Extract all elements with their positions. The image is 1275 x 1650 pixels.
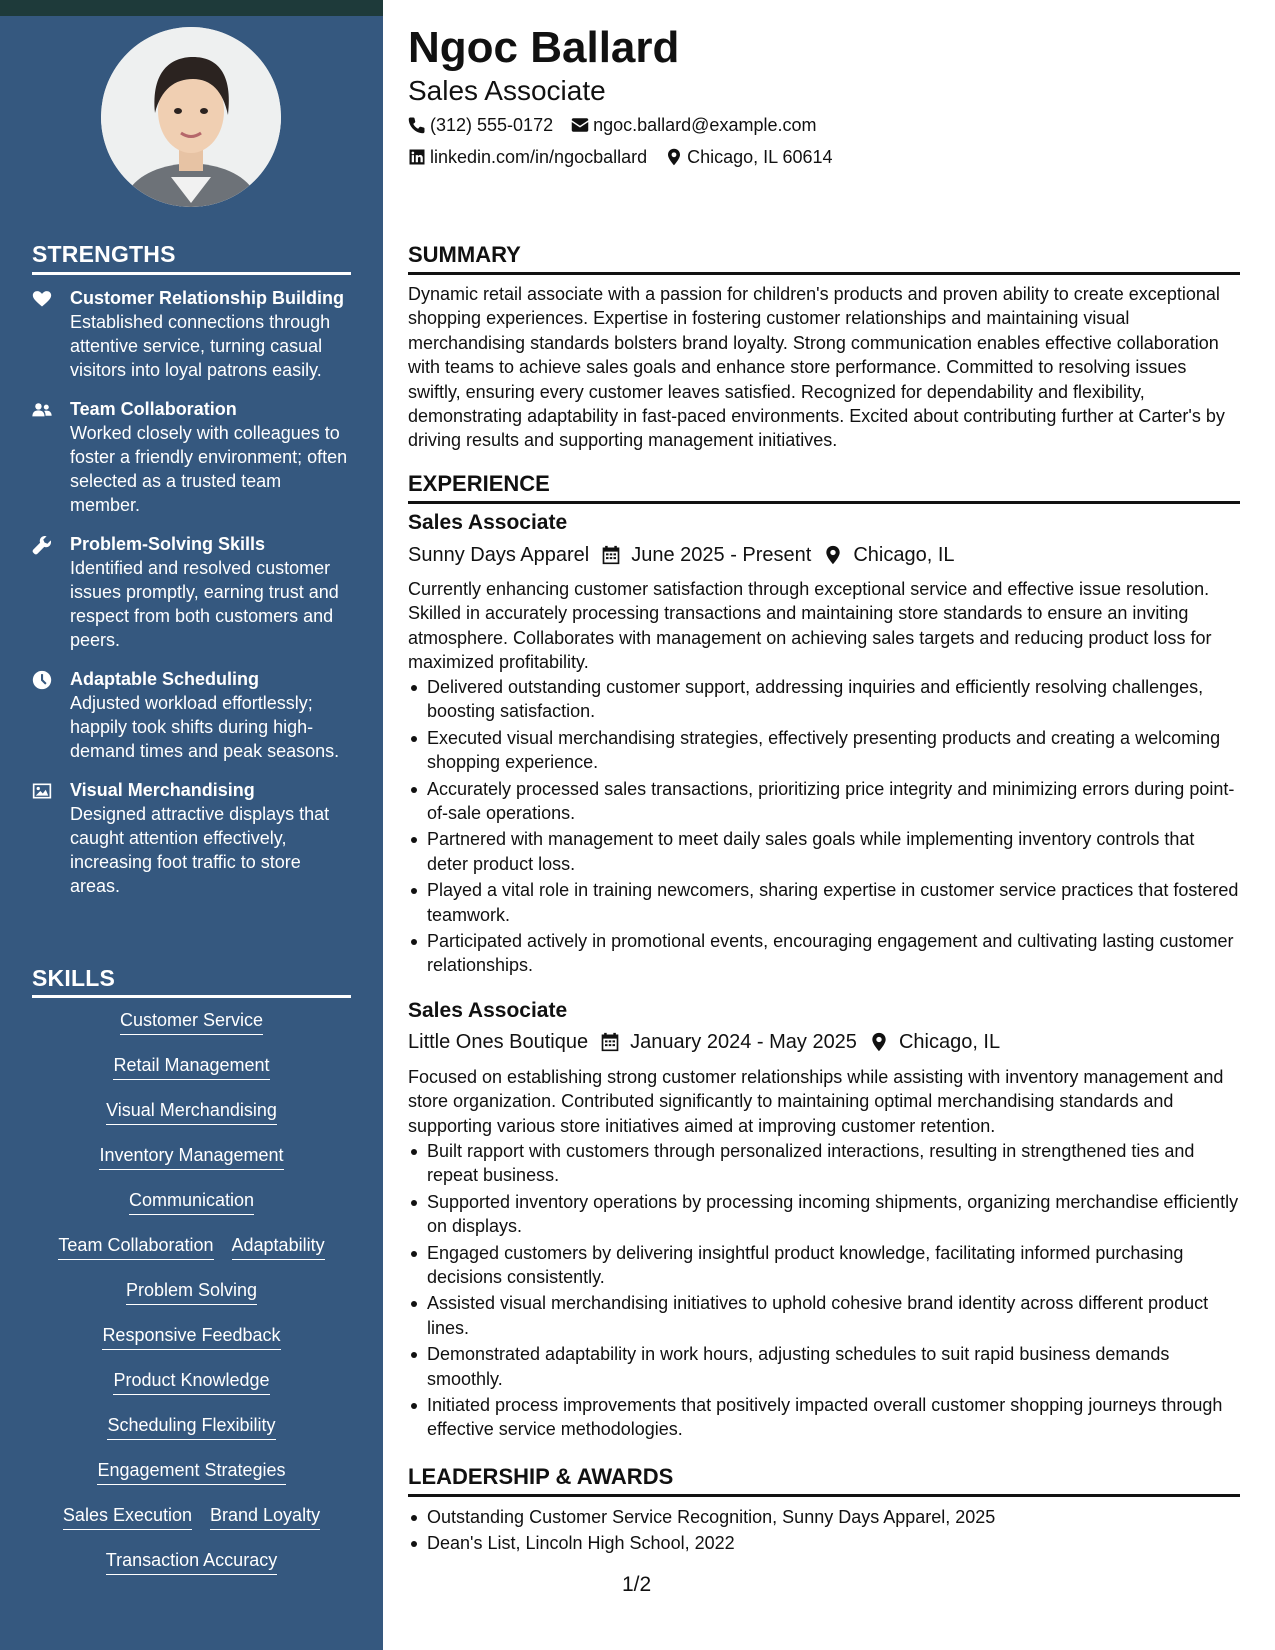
awards-title: LEADERSHIP & AWARDS — [408, 1464, 674, 1489]
location-contact — [665, 145, 832, 169]
skill-tag: Problem Solving — [126, 1278, 257, 1305]
job-bullet: Accurately processed sales transactions, prioritizing price integrity and minimizing errors during point-of-sale operations. — [408, 777, 1240, 826]
calendar-icon — [600, 1032, 620, 1052]
email-contact — [571, 113, 816, 137]
job-description: Focused on establishing strong customer relationships while assisting with inventory management and store organization. Contributed significantly to maintaining optimal merchandising standards and supporting various store initiatives aimed at improving customer retention. — [408, 1067, 1224, 1136]
location-text: Chicago, IL 60614 — [687, 147, 833, 167]
skill-tag: Inventory Management — [99, 1143, 283, 1170]
skill-tag: Visual Merchandising — [106, 1098, 277, 1125]
job-role: Sales Associate — [408, 511, 568, 534]
award-item: Outstanding Customer Service Recognition, Sunny Days Apparel, 2025 — [408, 1505, 1240, 1529]
job-meta — [408, 1029, 1000, 1055]
job-bullet: Assisted visual merchandising initiatives to uphold cohesive brand identity across different product lines. — [408, 1291, 1240, 1340]
job-bullets — [408, 1139, 1240, 1444]
strength-item — [32, 532, 354, 652]
strength-item — [32, 778, 354, 898]
strength-item — [32, 667, 354, 763]
strength-title: Team Collaboration — [70, 399, 237, 419]
strength-item — [32, 397, 354, 517]
skill-tag: Communication — [129, 1188, 254, 1215]
job-bullet: Supported inventory operations by processing incoming shipments, organizing merchandise efficiently on displays. — [408, 1190, 1240, 1239]
email-text: ngoc.ballard@example.com — [593, 115, 817, 135]
map-pin-icon — [869, 1032, 889, 1052]
skill-tag: Engagement Strategies — [97, 1458, 285, 1485]
job-bullet: Participated actively in promotional events, encouraging engagement and cultivating lasting customer relationships. — [408, 929, 1240, 978]
heart-icon — [32, 286, 70, 382]
job-company: Sunny Days Apparel — [408, 544, 590, 566]
job-bullet: Delivered outstanding customer support, addressing inquiries and efficiently resolving challenges, boosting satisfaction. — [408, 675, 1240, 724]
job-dates: January 2024 - May 2025 — [630, 1031, 857, 1053]
skills-list — [32, 1008, 351, 1593]
calendar-icon — [601, 545, 621, 565]
strength-description: Adjusted workload effortlessly; happily took shifts during high-demand times and peak seasons. — [70, 693, 340, 761]
sidebar-top-bar — [0, 0, 383, 16]
strength-title: Visual Merchandising — [70, 780, 255, 800]
envelope-icon — [571, 116, 589, 134]
map-pin-icon — [823, 545, 843, 565]
map-pin-icon — [665, 148, 683, 166]
skill-tag: Customer Service — [120, 1008, 263, 1035]
job-meta — [408, 542, 955, 568]
job-role: Sales Associate — [408, 999, 568, 1022]
job-bullet: Initiated process improvements that positively impacted overall customer shopping journeys through effective service methodologies. — [408, 1393, 1240, 1442]
job-location: Chicago, IL — [853, 544, 955, 566]
experience-rule — [408, 501, 1240, 504]
page-number: 1/2 — [622, 1573, 652, 1596]
summary-text: Dynamic retail associate with a passion for children's products and proven ability to create exceptional shopping experiences. Expertise in fostering customer relationships and maintaining visual merchandising standards bolsters brand loyalty. Strong communication enables effective collaboration with teams to achieve sales goals and enhance store performance. Committed to resolving issues swiftly, ensuring every customer leaves satisfied. Recognized for dependability and flexibility, demonstrating adaptability in fast-paced environments. Excited about contributing further at Carter's by driving results and supporting management initiatives. — [408, 284, 1225, 451]
contact-row-1 — [408, 113, 816, 137]
job-bullet: Built rapport with customers through personalized interactions, resulting in strengthened ties and repeat business. — [408, 1139, 1240, 1188]
awards-list — [408, 1505, 1240, 1558]
image-icon — [32, 778, 70, 898]
skills-rule — [32, 995, 351, 998]
linkedin-contact — [408, 145, 647, 169]
job-bullet: Engaged customers by delivering insightful product knowledge, facilitating informed purchasing decisions consistently. — [408, 1241, 1240, 1290]
job-bullet: Demonstrated adaptability in work hours, adjusting schedules to suit rapid business demands smoothly. — [408, 1342, 1240, 1391]
job-company: Little Ones Boutique — [408, 1031, 589, 1053]
avatar — [101, 27, 281, 207]
contact-row-2 — [408, 145, 833, 169]
skill-tag: Retail Management — [113, 1053, 269, 1080]
job-bullets — [408, 675, 1240, 980]
job-description: Currently enhancing customer satisfaction through exceptional service and effective issue resolution. Skilled in accurately processing transactions and maintaining store standards to ensure an inviting atmosphere. Collaborates with management on achieving sales targets and reducing product loss for maximized profitability. — [408, 579, 1212, 673]
job-bullet: Played a vital role in training newcomers, sharing expertise in customer service practices that fostered teamwork. — [408, 878, 1240, 927]
users-icon — [32, 397, 70, 517]
sidebar — [0, 0, 383, 1650]
skill-tag: Team Collaboration — [58, 1233, 213, 1260]
skills-title: SKILLS — [32, 965, 115, 991]
phone-icon — [408, 116, 426, 134]
strength-description: Identified and resolved customer issues promptly, earning trust and respect from both customers and peers. — [70, 558, 339, 650]
strength-description: Designed attractive displays that caught attention effectively, increasing foot traffic to store areas. — [70, 804, 330, 896]
job-dates: June 2025 - Present — [631, 544, 812, 566]
summary-rule — [408, 272, 1240, 275]
experience-title: EXPERIENCE — [408, 471, 550, 496]
award-item: Dean's List, Lincoln High School, 2022 — [408, 1531, 1240, 1555]
strengths-list — [32, 286, 354, 913]
linkedin-icon — [408, 148, 426, 166]
wrench-icon — [32, 532, 70, 652]
skill-tag: Sales Execution — [63, 1503, 192, 1530]
summary-title: SUMMARY — [408, 242, 521, 267]
linkedin-text: linkedin.com/in/ngocballard — [430, 147, 648, 167]
strength-item — [32, 286, 354, 382]
strengths-title: STRENGTHS — [32, 241, 176, 267]
strength-title: Customer Relationship Building — [70, 288, 345, 308]
job-location: Chicago, IL — [898, 1031, 1001, 1053]
skill-tag: Product Knowledge — [113, 1368, 269, 1395]
phone-text: (312) 555-0172 — [430, 115, 554, 135]
skill-tag: Scheduling Flexibility — [107, 1413, 275, 1440]
awards-rule — [408, 1494, 1240, 1497]
job-bullet: Executed visual merchandising strategies, effectively presenting products and creating a welcoming shopping experience. — [408, 726, 1240, 775]
strength-description: Established connections through attentive service, turning casual visitors into loyal patrons easily. — [70, 312, 331, 380]
strength-title: Problem-Solving Skills — [70, 534, 266, 554]
strength-description: Worked closely with colleagues to foster a friendly environment; often selected as a trusted team member. — [70, 423, 348, 515]
clock-icon — [32, 667, 70, 763]
skill-tag: Transaction Accuracy — [106, 1548, 277, 1575]
skill-tag: Brand Loyalty — [210, 1503, 320, 1530]
strengths-rule — [32, 272, 351, 275]
strength-title: Adaptable Scheduling — [70, 669, 260, 689]
candidate-name: Ngoc Ballard — [408, 23, 680, 72]
candidate-title: Sales Associate — [408, 75, 606, 106]
skill-tag: Responsive Feedback — [102, 1323, 280, 1350]
avatar-portrait-icon — [101, 27, 281, 207]
job-bullet: Partnered with management to meet daily sales goals while implementing inventory controls that deter product loss. — [408, 827, 1240, 876]
skill-tag: Adaptability — [232, 1233, 325, 1260]
phone-contact — [408, 113, 553, 137]
